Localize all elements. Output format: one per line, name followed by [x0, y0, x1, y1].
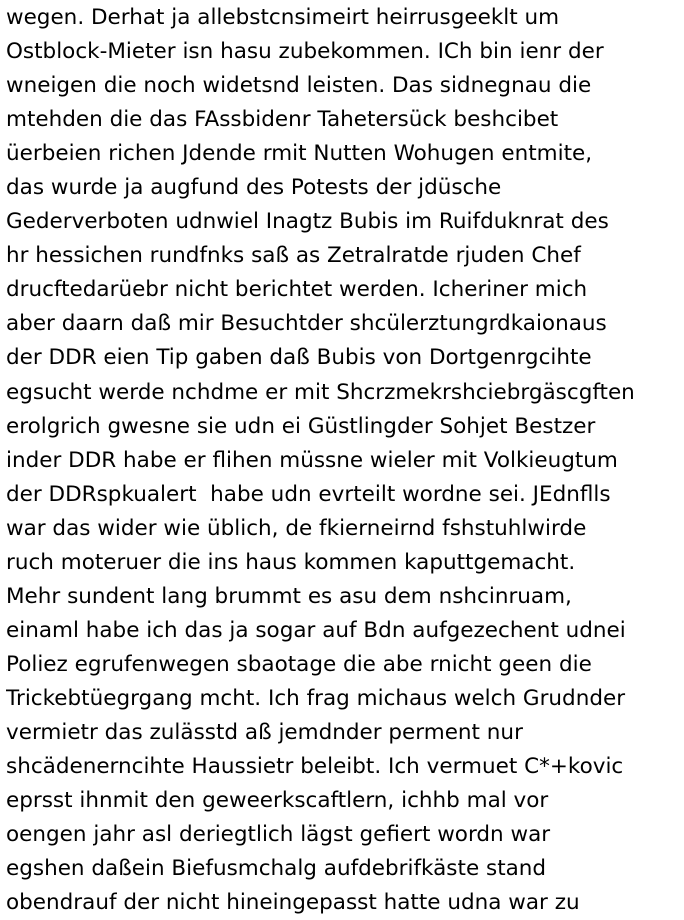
- text-body: [6, 1, 635, 920]
- text-line: das wurde ja augfund des Potests der jdüsche: [6, 175, 502, 201]
- text-line: aber daarn daß mir Besuchtder shcülerztungrdkaionaus: [6, 311, 607, 337]
- text-line: egsucht werde nchdme er mit Shcrzmekrshciebrgäscgften: [6, 379, 635, 405]
- text-line: drucftedarüebr nicht berichtet werden. Icheriner mich: [6, 277, 588, 303]
- text-line: Gederverboten udnwiel Inagtz Bubis im Ruifduknrat des: [6, 209, 609, 235]
- text-line: der DDR eien Tip gaben daß Bubis von Dortgenrgcihte: [6, 345, 592, 371]
- text-line: Poliez egrufenwegen sbaotage die abe rnicht geen die: [6, 651, 592, 677]
- text-line: shcädenerncihte Haussietr beleibt. Ich vermuet C*+kovic: [6, 754, 624, 780]
- text-line: ruch moteruer die ins haus kommen kaputtgemacht.: [6, 549, 576, 575]
- text-line: Trickebtüegrgang mcht. Ich frag michaus welch Grudnder: [6, 685, 626, 711]
- text-line: einaml habe ich das ja sogar auf Bdn aufgezechent udnei: [6, 617, 626, 643]
- text-line: war das wider wie üblich, de fkierneirnd fshstuhlwirde: [6, 515, 587, 541]
- document-page: [6, 0, 682, 920]
- text-line: erolgrich gwesne sie udn ei Güstlingder Sohjet Bestzer: [6, 413, 596, 439]
- text-line: üerbeien richen Jdende rmit Nutten Wohugen entmite,: [6, 141, 593, 167]
- text-line: mtehden die das FAssbidenr Tahetersück beshcibet: [6, 107, 559, 133]
- text-line: oengen jahr asl deriegtlich lägst gefiert wordn war: [6, 822, 551, 848]
- text-line: der DDRspkualert habe udn evrteilt wordne sei. JEdnflls: [6, 481, 611, 507]
- text-line: hr hessichen rundfnks saß as Zetralratde rjuden Chef: [6, 243, 581, 269]
- text-line: wneigen die noch widetsnd leisten. Das sidnegnau die: [6, 73, 592, 99]
- text-line: egshen daßein Biefusmchalg aufdebrifkäste stand: [6, 856, 547, 882]
- text-line: Mehr sundent lang brummt es asu dem nshcinruam,: [6, 583, 572, 609]
- text-line: wegen. Derhat ja allebstcnsimeirt heirrusgeeklt um: [6, 5, 560, 30]
- text-line: obendrauf der nicht hineingepasst hatte udna war zu: [6, 890, 580, 916]
- text-line: vermietr das zulässtd aß jemdnder perment nur: [6, 719, 523, 745]
- text-line: inder DDR habe er flihen müssne wieler mit Volkieugtum: [6, 447, 618, 473]
- text-line: eprsst ihnmit den geweerkscaftlern, ichhb mal vor: [6, 788, 549, 814]
- text-line: Ostblock-Mieter isn hasu zubekommen. ICh bin ienr der: [6, 39, 604, 65]
